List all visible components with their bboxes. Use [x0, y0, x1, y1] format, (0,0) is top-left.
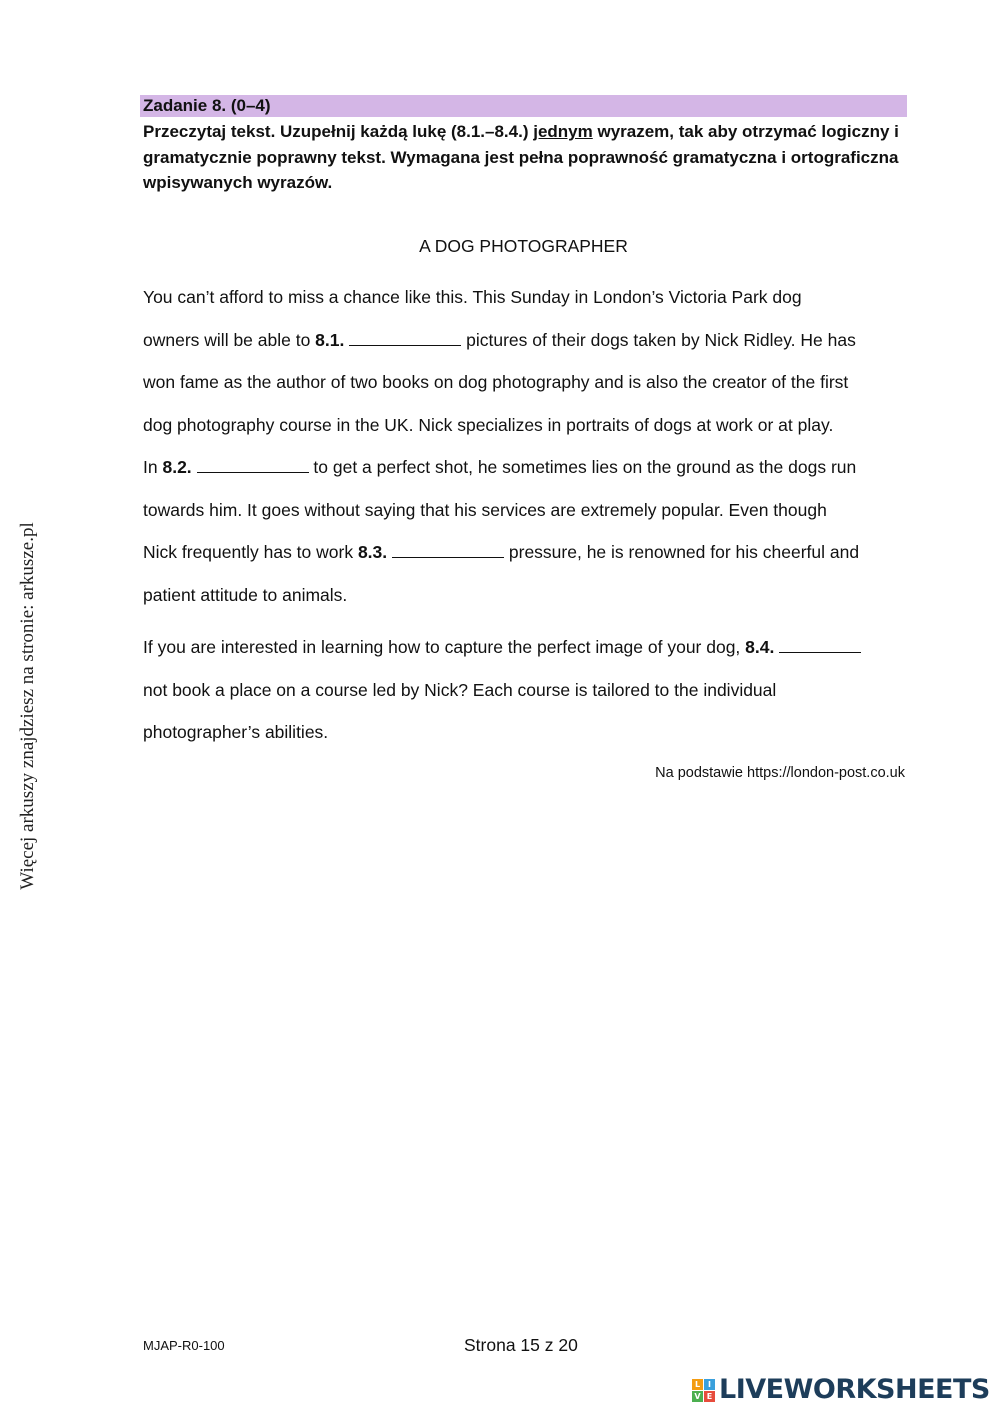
- passage-line: not book a place on a course led by Nick? Each course is tailored to the individual: [143, 679, 777, 700]
- passage-line: [143, 626, 913, 669]
- liveworksheets-logo: [692, 1373, 990, 1407]
- logo-tile: L: [692, 1379, 703, 1390]
- task-header: Zadanie 8. (0–4): [140, 95, 907, 117]
- gap-8-1-blank[interactable]: [349, 331, 461, 346]
- logo-tile: V: [692, 1391, 703, 1402]
- passage-line: towards him. It goes without saying that his services are extremely popular. Even though: [143, 499, 827, 520]
- gap-8-3-blank[interactable]: [392, 543, 504, 558]
- logo-tile: E: [704, 1391, 715, 1402]
- passage-line: [143, 319, 913, 362]
- passage-line: You can’t afford to miss a chance like this. This Sunday in London’s Victoria Park dog: [143, 287, 802, 307]
- instruction-text-rest: wyrazem, tak aby otrzymać logiczny i gramatycznie poprawny tekst. Wymagana jest pełna poprawność gramatyczna i ortograficzna wpisywanych wyrazów.: [143, 122, 899, 192]
- passage-line: won fame as the author of two books on dog photography and is also the creator of the first: [143, 372, 849, 392]
- line-text: pictures of their dogs taken by Nick Ridley. He has: [461, 329, 856, 350]
- passage: [143, 276, 913, 754]
- side-watermark: Więcej arkuszy znajdziesz na stronie: arkusze.pl: [17, 522, 38, 890]
- line-text: In: [143, 457, 163, 477]
- passage-line: photographer’s abilities.: [143, 722, 329, 742]
- gap-number-8-1: 8.1.: [315, 329, 345, 350]
- passage-line: [143, 446, 913, 489]
- page-number: Strona 15 z 20: [464, 1335, 578, 1355]
- gap-number-8-4: 8.4.: [745, 637, 775, 657]
- passage-line: patient attitude to animals.: [143, 584, 348, 605]
- line-text: owners will be able to: [143, 329, 316, 350]
- task-instructions: [143, 119, 903, 196]
- logo-tile: I: [704, 1379, 715, 1390]
- gap-8-4-blank[interactable]: [779, 638, 861, 653]
- passage-line: [143, 531, 913, 574]
- line-text: Nick frequently has to work: [143, 542, 358, 562]
- passage-line: dog photography course in the UK. Nick specializes in portraits of dogs at work or at play.: [143, 414, 834, 435]
- exam-code: MJAP-R0-100: [143, 1338, 225, 1353]
- liveworksheets-logo-icon: [692, 1379, 715, 1402]
- line-text: If you are interested in learning how to capture the perfect image of your dog,: [143, 637, 746, 657]
- passage-title: A DOG PHOTOGRAPHER: [419, 236, 628, 256]
- gap-number-8-2: 8.2.: [162, 457, 192, 477]
- line-text: to get a perfect shot, he sometimes lies on the ground as the dogs run: [308, 457, 857, 477]
- gap-8-2-blank[interactable]: [197, 458, 309, 473]
- line-text: pressure, he is renowned for his cheerful and: [504, 542, 860, 562]
- instruction-text: Przeczytaj tekst. Uzupełnij każdą lukę (8.1.–8.4.): [143, 122, 534, 141]
- source-citation: Na podstawie https://london-post.co.uk: [655, 765, 905, 781]
- instruction-underlined-word: jednym: [533, 122, 593, 141]
- liveworksheets-logo-text: LIVEWORKSHEETS: [719, 1374, 990, 1405]
- gap-number-8-3: 8.3.: [357, 542, 388, 562]
